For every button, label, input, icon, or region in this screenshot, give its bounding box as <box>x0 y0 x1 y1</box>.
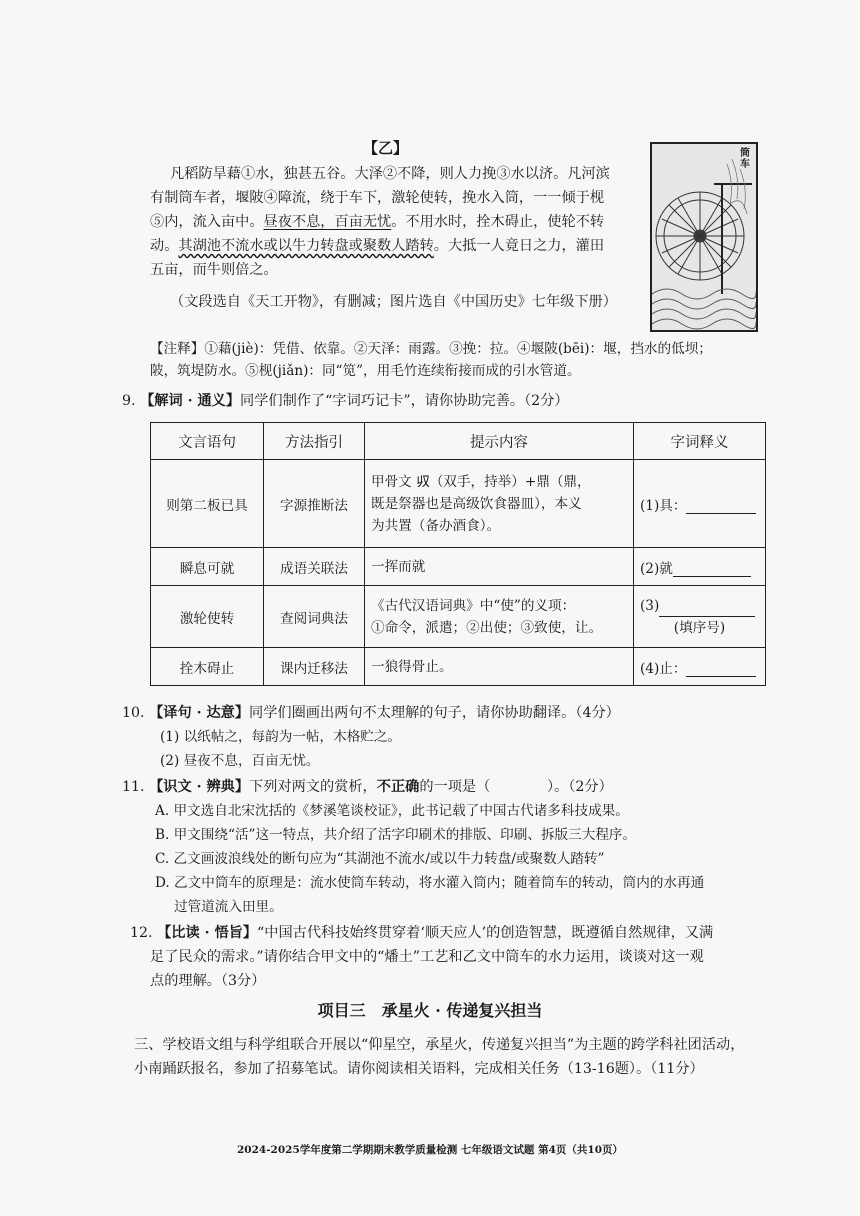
question-number: 10. <box>122 705 145 721</box>
table-row <box>151 460 766 548</box>
question-number: 11. <box>122 779 145 795</box>
answer-cell <box>634 460 766 548</box>
question-text: 同学们制作了“字词巧记卡”，请你协助完善。（2分） <box>240 393 569 409</box>
table-cell: 则第二板已具 <box>151 460 264 548</box>
question-12 <box>130 922 713 944</box>
q10-item-1: (1) 以纸帖之，每韵为一帖，木格贮之。 <box>160 729 402 745</box>
table-row <box>151 548 766 586</box>
question-tag: 【解词 · 通义】 <box>140 393 241 409</box>
question-tag: 【识文 · 辨典】 <box>149 779 250 795</box>
question-number: 9. <box>122 393 136 409</box>
passage-source: （文段选自《天工开物》，有删减；图片选自《中国历史》七年级下册） <box>170 294 617 310</box>
hint-line: ①命令，派遣；②出使；③致使，让。 <box>371 619 603 636</box>
question-9 <box>122 390 569 412</box>
water-wheel-illustration <box>650 142 758 332</box>
hint-line: 甲骨文 𠬞（双手，持举）+鼎（鼎， <box>371 473 591 490</box>
answer-cell <box>634 586 766 648</box>
table-cell: 字源推断法 <box>264 460 365 548</box>
table-cell <box>365 586 634 648</box>
passage-text: 有制筒车者，堰陂④障流，绕于车下，激轮使转，挽水入筒，一一倾于枧 <box>150 190 605 206</box>
answer-label: (2)就 <box>640 560 673 577</box>
question-12-line: 足了民众的需求。”请你结合甲文中的“燔土”工艺和乙文中筒车的水力运用，谈谈对这一观 <box>150 949 704 965</box>
picture-caption: 筒车 <box>740 148 750 170</box>
option-d[interactable]: D. 乙文中筒车的原理是：流水使筒车转动，将水灌入筒内；随着筒车的转动，筒内的水再通 <box>155 875 705 891</box>
option-c[interactable]: C. 乙文画波浪线处的断句应为“其湖池不流水/或以牛力转盘/或聚数人踏转” <box>155 851 605 867</box>
answer-label: (1)具： <box>640 497 687 514</box>
passage-line <box>150 211 640 233</box>
question-text: “中国古代科技始终贯穿着‘顺天应人’的创造智慧，既遵循自然规律，又满 <box>257 925 714 941</box>
answer-cell <box>634 548 766 586</box>
hint-line: 既是祭器也是高级饮食器皿），本义 <box>371 495 582 512</box>
option-a[interactable]: A. 甲文选自北宋沈括的《梦溪笔谈校证》，此书记载了中国古代诸多科技成果。 <box>155 803 629 819</box>
option-b[interactable]: B. 甲文围绕“活”这一特点，共介绍了活字印刷术的排版、印刷、拆版三大程序。 <box>155 827 637 843</box>
option-d-cont: 过管道流入田里。 <box>174 899 283 915</box>
passage-line <box>150 187 640 209</box>
underlined-sentence: 昼夜不息，百亩无忧 <box>263 214 392 230</box>
table-cell: 瞬息可就 <box>151 548 264 586</box>
question-11 <box>122 776 613 798</box>
table-cell: 查阅词典法 <box>264 586 365 648</box>
answer-label: (3) <box>640 597 660 614</box>
answer-cell <box>634 648 766 686</box>
table-header: 字词释义 <box>634 423 766 460</box>
q10-item-2: (2) 昼夜不息，百亩无忧。 <box>160 753 320 769</box>
passage-line <box>150 163 640 185</box>
passage-text: ⑤内，流入亩中。 <box>150 214 264 230</box>
passage-text: 凡稻防旱藉①水，独甚五谷。大泽②不降，则人力挽③水以济。凡河滨 <box>170 166 610 182</box>
table-header-row <box>151 423 766 460</box>
table-cell: 一挥而就 <box>365 548 634 586</box>
table-row <box>151 586 766 648</box>
question-number: 12. <box>130 925 153 941</box>
word-card-table <box>150 422 766 686</box>
table-row <box>151 648 766 686</box>
question-text: 同学们圈画出两句不太理解的句子，请你协助翻译。（4分） <box>249 705 620 721</box>
answer-blank-2[interactable] <box>673 562 751 577</box>
table-header: 方法指引 <box>264 423 365 460</box>
question-tag: 【译句 · 达意】 <box>149 705 250 721</box>
table-cell: 一狼得骨止。 <box>365 648 634 686</box>
section-intro-line: 小南踊跃报名，参加了招募笔试。请你阅读相关语料，完成相关任务（13-16题）。（11分） <box>134 1061 704 1077</box>
question-text: 下列对两文的赏析， <box>249 779 377 795</box>
answer-blank-3[interactable] <box>659 602 755 617</box>
question-12-line: 点的理解。（3分） <box>150 973 266 989</box>
section-intro-line: 三、学校语文组与科学组联合开展以“仰星空，承星火，传递复兴担当”为主题的跨学科社团活动， <box>134 1037 745 1053</box>
passage-line <box>150 235 640 257</box>
page-footer: 2024-2025学年度第二学期期末教学质量检测 七年级语文试题 第4页（共10页） <box>236 1144 624 1156</box>
question-10 <box>122 702 620 724</box>
table-cell: 激轮使转 <box>151 586 264 648</box>
table-cell: 课内迁移法 <box>264 648 365 686</box>
annotation-line: 陂，筑堤防水。⑤枧(jiǎn)：同“笕”，用毛竹连续衔接而成的引水管道。 <box>150 363 581 379</box>
annotation-line: 【注释】①藉(jiè)：凭借、依靠。②天泽：雨露。③挽：拉。④堰陂(bēi)：堰，挡水的低坝； <box>150 341 712 357</box>
answer-label: (4)止： <box>640 660 687 677</box>
passage-line <box>150 259 640 281</box>
question-text: 的一项是（ ）。（2分） <box>419 779 613 795</box>
hint-line: 《古代汉语词典》中“使”的义项： <box>371 597 576 614</box>
annotations <box>150 338 790 382</box>
passage-text: 动。 <box>150 238 179 254</box>
table-cell: 拴木碍止 <box>151 648 264 686</box>
hint-line: 为共置（备办酒食）。 <box>371 517 501 534</box>
table-cell: 成语关联法 <box>264 548 365 586</box>
answer-blank-4[interactable] <box>686 662 756 677</box>
passage-yi-title: 【乙】 <box>363 139 409 157</box>
table-header: 提示内容 <box>365 423 634 460</box>
passage-text: 。大抵一人竟日之力，灌田 <box>433 238 605 254</box>
passage-text: 。不用水时，拴木碍止，使轮不转 <box>391 214 605 230</box>
question-tag: 【比读 · 悟旨】 <box>157 925 258 941</box>
question-emphasis: 不正确 <box>376 779 420 795</box>
answer-blank-1[interactable] <box>686 499 756 514</box>
table-cell <box>365 460 634 548</box>
wavy-underlined-sentence: 其湖池不流水或以牛力转盘或聚数人踏转 <box>178 238 434 254</box>
water-wheel-drawing <box>652 144 756 330</box>
answer-hint: (填序号) <box>673 619 726 636</box>
section-title: 项目三 承星火 · 传递复兴担当 <box>317 1001 543 1020</box>
table-header: 文言语句 <box>151 423 264 460</box>
passage-text: 五亩，而牛则倍之。 <box>150 262 278 278</box>
